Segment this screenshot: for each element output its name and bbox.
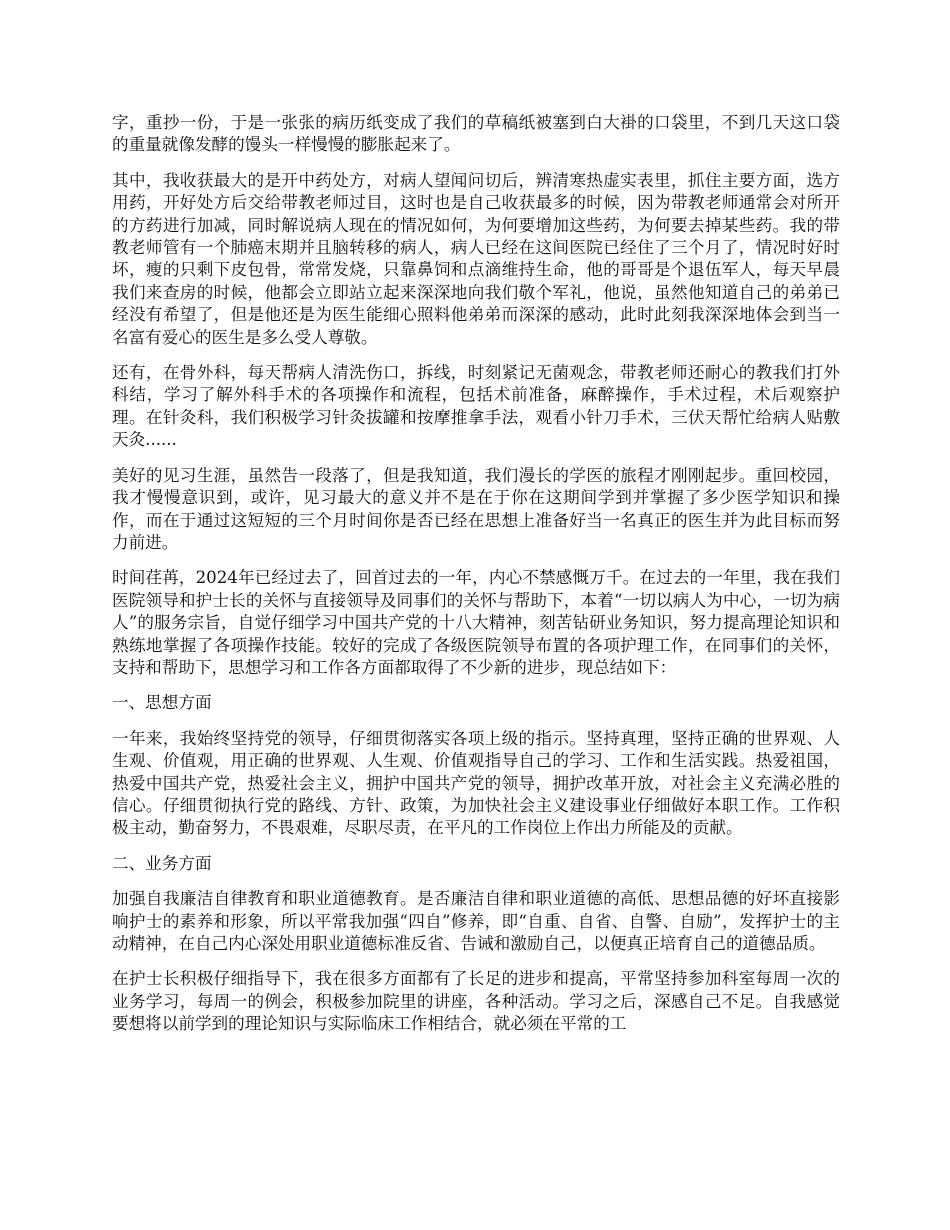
paragraph-annual-summary-intro: 时间荏苒，2024年已经过去了，回首过去的一年，内心不禁感慨万千。在过去的一年里，我在我们医院领导和护士长的关怀与直接领导及同事们的关怀与帮助下，本着“一切以病人为中心，一切为病人”的服务宗旨，自觉仔细学习中国共产党的十八大精神，刻苦钻研业务知识，努力提高理论知识和熟练地掌握了各项操作技能。较好的完成了各级医院领导布置的各项护理工作，在同事们的关怀，支持和帮助下，思想学习和工作各方面都取得了不少新的进步，现总结如下： — [112, 568, 840, 677]
section-heading-ideology: 一、思想方面 — [112, 693, 212, 713]
paragraph-tcm-prescription: 其中，我收获最大的是开中药处方，对病人望闻问切后，辨清寒热虚实表里，抓住主要方面，选方用药，开好处方后交给带教老师过目，这时也是自己收获最多的时候，因为带教老师通常会对所开的方药进行加减，同时解说病人现在的情况如何，为何要增加这些药，为何要去掉某些药。我的带教老师管有一个肺癌末期并且脑转移的病人，病人已经在这间医院已经住了三个月了，情况时好时坏，瘦的只剩下皮包骨，常常发烧，只靠鼻饲和点滴维持生命，他的哥哥是个退伍军人，每天早晨我们来查房的时候，他都会立即站立起来深深地向我们敬个军礼，他说，虽然他知道自己的弟弟已经没有希望了，但是他还是为医生能细心照料他弟弟而深深的感动，此时此刻我深深地体会到当一名富有爱心的医生是多么受人尊敬。 — [112, 170, 840, 347]
paragraph-orthopedics: 还有，在骨外科，每天帮病人清洗伤口，拆线，时刻紧记无菌观念，带教老师还耐心的教我们打外科结，学习了解外科手术的各项操作和流程，包括术前准备，麻醉操作，手术过程，术后观察护理。在针灸科，我们积极学习针灸拔罐和按摩推拿手法，观看小针刀手术，三伏天帮忙给病人贴敷天灸...... — [112, 363, 840, 450]
section-heading-business: 二、业务方面 — [112, 853, 212, 873]
paragraph-study-progress: 在护士长积极仔细指导下，我在很多方面都有了长足的进步和提高，平常坚持参加科室每周一次的业务学习，每周一的例会，积极参加院里的讲座，各种活动。学习之后，深感自己不足。自我感觉要想将以前学到的理论知识与实际临床工作相结合，就必须在平常的工 — [112, 969, 840, 1034]
paragraph-internship-reflection: 美好的见习生涯，虽然告一段落了，但是我知道，我们漫长的学医的旅程才刚刚起步。重回校园，我才慢慢意识到，或许，见习最大的意义并不是在于你在这期间学到并掌握了多少医学知识和操作，而在于通过这短短的三个月时间你是否已经在思想上准备好当一名真正的医生并为此目标而努力前进。 — [112, 465, 840, 552]
paragraph-ethics: 加强自我廉洁自律教育和职业道德教育。是否廉洁自律和职业道德的高低、思想品德的好坏直接影响护士的素养和形象，所以平常我加强“四自”修养，即“自重、自省、自警、自励”，发挥护士的主动精神，在自己内心深处用职业道德标准反省、告诫和激励自己，以便真正培育自己的道德品质。 — [112, 889, 840, 953]
document-page — [112, 112, 840, 1049]
paragraph-ideology: 一年来，我始终坚持党的领导，仔细贯彻落实各项上级的指示。坚持真理，坚持正确的世界观、人生观、价值观，用正确的世界观、人生观、价值观指导自己的学习、工作和生活实践。热爱祖国，热爱中国共产党，热爱社会主义，拥护中国共产党的领导，拥护改革开放，对社会主义充满必胜的信心。仔细贯彻执行党的路线、方针、政策，为加快社会主义建设事业仔细做好本职工作。工作积极主动，勤奋努力，不畏艰难，尽职尽责，在平凡的工作岗位上作出力所能及的贡献。 — [112, 728, 840, 838]
paragraph-medical-record-notes: 字，重抄一份，于是一张张的病历纸变成了我们的草稿纸被塞到白大褂的口袋里，不到几天这口袋的重量就像发酵的馒头一样慢慢的膨胀起来了。 — [112, 113, 840, 155]
